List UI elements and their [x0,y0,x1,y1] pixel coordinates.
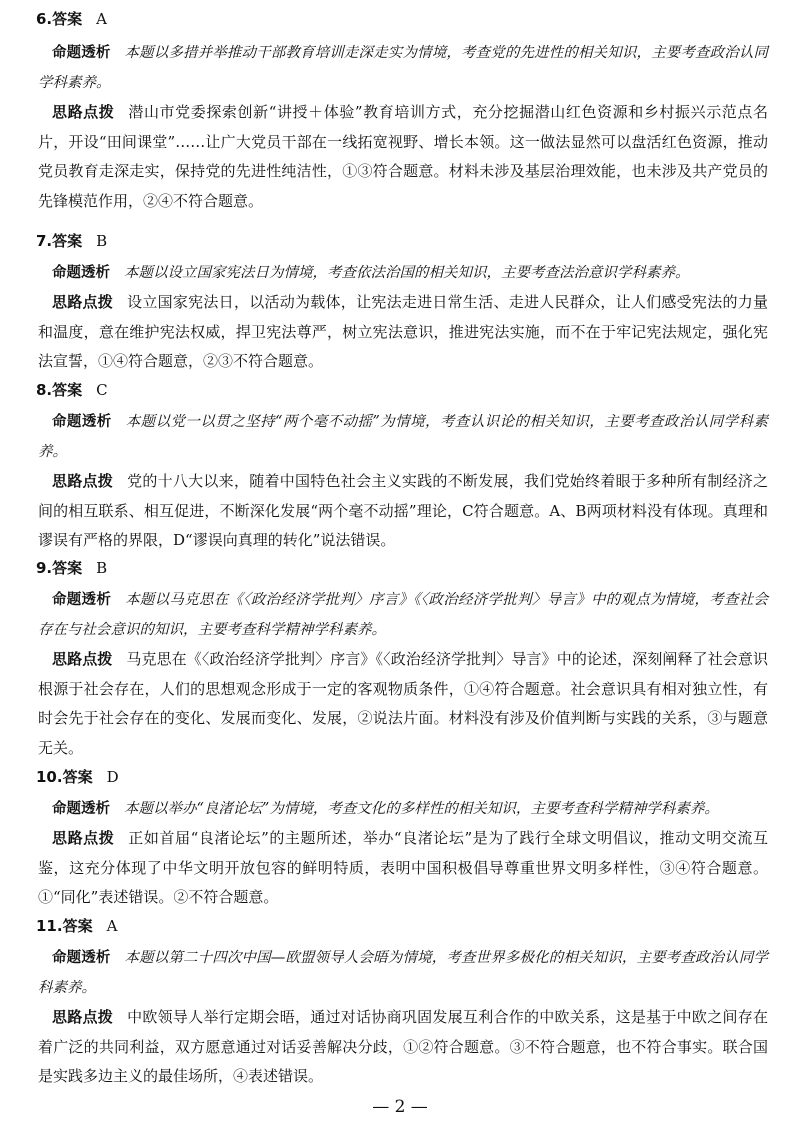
analysis-label: 命题透析 [52,801,110,817]
thinking-label: 思路点拨 [52,472,114,490]
analysis-label: 命题透析 [52,592,112,608]
thinking-label: 思路点拨 [52,293,114,311]
analysis-text: 本题以举办“良渚论坛”为情境，考查文化的多样性的相关知识，主要考查科学精神学科素养。 [124,801,719,817]
analysis-text: 本题以多措并举推动干部教育培训走深走实为情境，考查党的先进性的相关知识，主要考查政治认同学科素养。 [38,45,769,91]
thinking-label: 思路点拨 [52,1008,114,1026]
thinking-label: 思路点拨 [52,829,115,847]
answer-letter: A [96,10,107,28]
analysis-label: 命题透析 [52,45,111,61]
analysis-text: 本题以马克思在《〈政治经济学批判〉序言》《〈政治经济学批判〉导言》中的观点为情境，考查社会存在与社会意识的知识，主要考查科学精神学科素养。 [38,592,769,638]
question-9-thinking [38,645,768,763]
answer-letter: B [96,559,108,577]
thinking-label: 思路点拨 [52,103,115,121]
question-6-header [36,8,107,29]
analysis-text: 本题以设立国家宪法日为情境，考查依法治国的相关知识，主要考查法治意识学科素养。 [124,265,690,281]
question-number: 9.答案 [36,559,83,577]
question-number: 10.答案 [36,768,93,786]
analysis-label: 命题透析 [52,414,112,430]
thinking-text: 设立国家宪法日，以活动为载体，让宪法走进日常生活、走进人民群众，让人们感受宪法的力量和温度，意在维护宪法权威，捍卫宪法尊严，树立宪法意识，推进宪法实施，而不在于牢记宪法规定，强化宪法宣誓，①④符合题意，②③不符合题意。 [38,293,768,370]
thinking-text: 潜山市党委探索创新“讲授＋体验”教育培训方式，充分挖掘潜山红色资源和乡村振兴示范点名片，开设“田间课堂”……让广大党员干部在一线拓宽视野、增长本领。这一做法显然可以盘活红色资源，推动党员教育走深走实，保持党的先进性纯洁性，①③符合题意。材料未涉及基层治理效能，也未涉及共产党员的先锋模范作用，②④不符合题意。 [38,103,768,210]
question-number: 6.答案 [36,10,83,28]
analysis-text: 本题以第二十四次中国—欧盟领导人会晤为情境，考查世界多极化的相关知识，主要考查政治认同学科素养。 [38,950,769,996]
question-number: 11.答案 [36,917,93,935]
answer-letter: C [96,381,108,399]
thinking-text: 党的十八大以来，随着中国特色社会主义实践的不断发展，我们党始终着眼于多种所有制经济之间的相互联系、相互促进，不断深化发展“两个毫不动摇”理论，C符合题意。A、B两项材料没有体现。真理和谬误有严格的界限，D“谬误向真理的转化”说法错误。 [38,472,768,549]
page-number: — 2 — [372,1097,428,1117]
question-8-analysis [38,408,768,467]
analysis-label: 命题透析 [52,950,111,966]
question-11-thinking [38,1003,768,1092]
question-10-header [36,766,119,787]
analysis-label: 命题透析 [52,265,110,281]
question-9-analysis [38,586,768,645]
thinking-text: 马克思在《〈政治经济学批判〉序言》《〈政治经济学批判〉导言》中的论述，深刻阐释了社会意识根源于社会存在，人们的思想观念形成于一定的客观物质条件，①④符合题意。社会意识具有相对独立性，有时会先于社会存在的变化、发展而变化、发展，②说法片面。材料没有涉及价值判断与实践的关系，③与题意无关。 [38,650,768,757]
question-11-header [36,915,117,936]
question-10-analysis [38,795,768,825]
thinking-text: 正如首届“良渚论坛”的主题所述，举办“良渚论坛”是为了践行全球文明倡议，推动文明交流互鉴，这充分体现了中华文明开放包容的鲜明特质，表明中国积极倡导尊重世界文明多样性，③④符合题意。①“同化”表述错误。②不符合题意。 [38,829,768,906]
question-7-thinking [38,288,768,377]
question-7-header [36,230,107,251]
question-6-thinking [38,98,768,216]
answer-letter: D [106,768,119,786]
question-10-thinking [38,824,768,913]
thinking-text: 中欧领导人举行定期会晤，通过对话协商巩固发展互利合作的中欧关系，这是基于中欧之间存在着广泛的共同利益，双方愿意通过对话妥善解决分歧，①②符合题意。③不符合题意，也不符合事实。联合国是实践多边主义的最佳场所，④表述错误。 [38,1008,768,1085]
analysis-text: 本题以党一以贯之坚持“两个毫不动摇”为情境，考查认识论的相关知识，主要考查政治认同学科素养。 [38,414,768,460]
question-8-header [36,379,108,400]
question-11-analysis [38,944,768,1003]
question-number: 8.答案 [36,381,83,399]
question-7-analysis [38,259,768,289]
answer-letter: A [106,917,118,935]
question-6-analysis [38,39,768,98]
thinking-label: 思路点拨 [52,650,113,668]
question-9-header [36,557,107,578]
answer-letter: B [96,232,108,250]
question-8-thinking [38,467,768,556]
question-number: 7.答案 [36,232,83,250]
